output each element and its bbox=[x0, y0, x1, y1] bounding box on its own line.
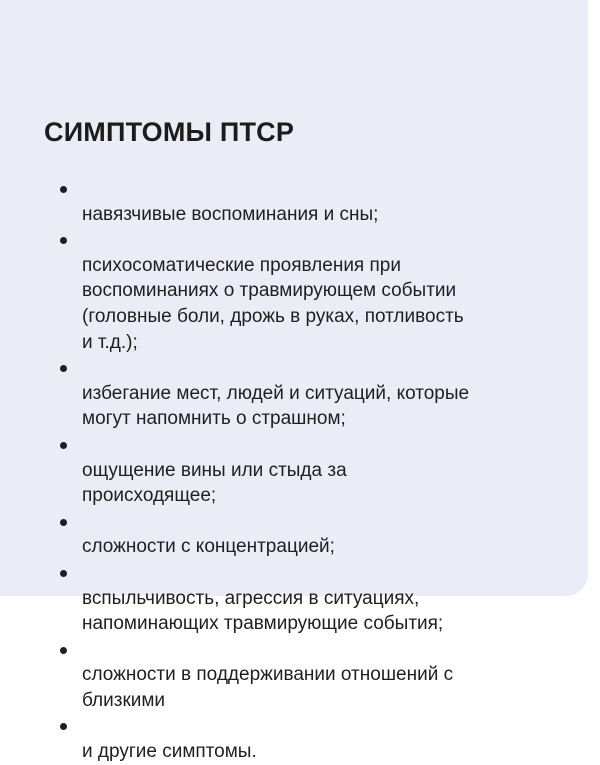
bullet-icon bbox=[60, 647, 67, 654]
list-item-text: сложности с концентрацией; bbox=[82, 536, 335, 558]
list-item-text: навязчивые воспоминания и сны; bbox=[82, 203, 379, 225]
page-title: СИМПТОМЫ ПТСР bbox=[44, 117, 295, 147]
list-item bbox=[58, 176, 568, 227]
bullet-icon bbox=[60, 442, 67, 449]
bullet-icon bbox=[60, 570, 67, 577]
bullet-icon bbox=[60, 186, 67, 193]
list-item bbox=[58, 560, 568, 637]
bullet-icon bbox=[60, 365, 67, 372]
symptom-list bbox=[58, 176, 568, 765]
bullet-icon bbox=[60, 723, 67, 730]
list-item-text: психосоматические проявления при воспоминаниях о травмирующем событии (головные боли, дрожь в руках, потливость и т.д.); bbox=[82, 254, 464, 353]
list-item bbox=[58, 637, 568, 714]
list-item-text: сложности в поддерживании отношений с близкими bbox=[82, 664, 454, 711]
list-item bbox=[58, 432, 568, 509]
bullet-icon bbox=[60, 519, 67, 526]
bullet-icon bbox=[60, 237, 67, 244]
list-item bbox=[58, 509, 568, 560]
list-item bbox=[58, 713, 568, 764]
list-item-text: ощущение вины или стыда за происходящее; bbox=[82, 459, 347, 507]
list-item-text: вспыльчивость, агрессия в ситуациях, напоминающих травмирующие события; bbox=[82, 587, 444, 635]
list-item bbox=[58, 227, 568, 355]
list-item-text: и другие симптомы. bbox=[82, 741, 257, 763]
list-item-text: избегание мест, людей и ситуаций, которые могут напомнить о страшном; bbox=[82, 382, 470, 430]
list-item bbox=[58, 355, 568, 432]
